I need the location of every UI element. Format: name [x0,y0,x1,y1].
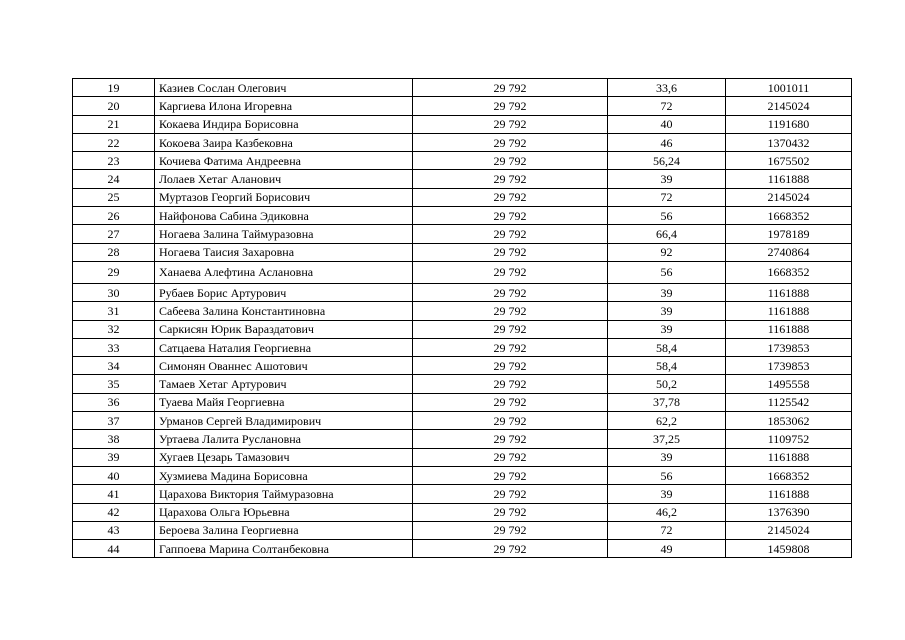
base-rate-cell: 29 792 [413,207,608,225]
base-rate-cell: 29 792 [413,521,608,539]
row-number-cell: 25 [73,188,155,206]
coefficient-cell: 49 [608,540,726,558]
full-name-cell: Найфонова Сабина Эдиковна [155,207,413,225]
table-row [73,375,852,393]
full-name-cell: Царахова Ольга Юрьевна [155,503,413,521]
full-name-cell: Бероева Залина Георгиевна [155,521,413,539]
table-row [73,393,852,411]
coefficient-cell: 66,4 [608,225,726,243]
amount-cell: 2145024 [726,97,852,115]
row-number-cell: 22 [73,133,155,151]
amount-cell: 1668352 [726,207,852,225]
row-number-cell: 37 [73,412,155,430]
row-number-cell: 27 [73,225,155,243]
table-row [73,133,852,151]
full-name-cell: Хузмиева Мадина Борисовна [155,466,413,484]
coefficient-cell: 72 [608,188,726,206]
amount-cell: 1161888 [726,170,852,188]
full-name-cell: Муртазов Георгий Борисович [155,188,413,206]
coefficient-cell: 72 [608,521,726,539]
base-rate-cell: 29 792 [413,430,608,448]
row-number-cell: 34 [73,357,155,375]
base-rate-cell: 29 792 [413,412,608,430]
amount-cell: 1161888 [726,283,852,301]
amount-cell: 1978189 [726,225,852,243]
table-row [73,152,852,170]
amount-cell: 1668352 [726,261,852,283]
table-row [73,115,852,133]
table-row [73,97,852,115]
base-rate-cell: 29 792 [413,320,608,338]
amount-cell: 1161888 [726,320,852,338]
coefficient-cell: 46,2 [608,503,726,521]
base-rate-cell: 29 792 [413,448,608,466]
base-rate-cell: 29 792 [413,503,608,521]
base-rate-cell: 29 792 [413,375,608,393]
row-number-cell: 29 [73,261,155,283]
table-row [73,485,852,503]
full-name-cell: Ногаева Таисия Захаровна [155,243,413,261]
full-name-cell: Царахова Виктория Таймуразовна [155,485,413,503]
amount-cell: 2145024 [726,521,852,539]
table-row [73,357,852,375]
full-name-cell: Казиев Сослан Олегович [155,79,413,97]
row-number-cell: 23 [73,152,155,170]
row-number-cell: 42 [73,503,155,521]
coefficient-cell: 72 [608,97,726,115]
full-name-cell: Урманов Сергей Владимирович [155,412,413,430]
amount-cell: 1001011 [726,79,852,97]
row-number-cell: 43 [73,521,155,539]
base-rate-cell: 29 792 [413,357,608,375]
amount-cell: 1125542 [726,393,852,411]
coefficient-cell: 58,4 [608,338,726,356]
base-rate-cell: 29 792 [413,393,608,411]
table-row [73,225,852,243]
row-number-cell: 40 [73,466,155,484]
coefficient-cell: 56 [608,207,726,225]
row-number-cell: 20 [73,97,155,115]
amount-cell: 1739853 [726,357,852,375]
base-rate-cell: 29 792 [413,338,608,356]
amount-cell: 1109752 [726,430,852,448]
table-row [73,466,852,484]
row-number-cell: 30 [73,283,155,301]
full-name-cell: Уртаева Лалита Руслановна [155,430,413,448]
base-rate-cell: 29 792 [413,540,608,558]
row-number-cell: 21 [73,115,155,133]
amount-cell: 1739853 [726,338,852,356]
table-row [73,188,852,206]
table-row [73,540,852,558]
row-number-cell: 26 [73,207,155,225]
amount-cell: 1459808 [726,540,852,558]
row-number-cell: 32 [73,320,155,338]
table-body [73,79,852,558]
base-rate-cell: 29 792 [413,225,608,243]
amount-cell: 1161888 [726,485,852,503]
amount-cell: 1161888 [726,448,852,466]
base-rate-cell: 29 792 [413,133,608,151]
table-row [73,320,852,338]
base-rate-cell: 29 792 [413,115,608,133]
coefficient-cell: 50,2 [608,375,726,393]
amount-cell: 1376390 [726,503,852,521]
coefficient-cell: 62,2 [608,412,726,430]
base-rate-cell: 29 792 [413,302,608,320]
amount-cell: 2145024 [726,188,852,206]
coefficient-cell: 56,24 [608,152,726,170]
row-number-cell: 41 [73,485,155,503]
full-name-cell: Гаппоева Марина Солтанбековна [155,540,413,558]
coefficient-cell: 37,25 [608,430,726,448]
full-name-cell: Лолаев Хетаг Аланович [155,170,413,188]
base-rate-cell: 29 792 [413,188,608,206]
coefficient-cell: 58,4 [608,357,726,375]
full-name-cell: Сатцаева Наталия Георгиевна [155,338,413,356]
staff-table [72,78,852,558]
row-number-cell: 24 [73,170,155,188]
amount-cell: 1161888 [726,302,852,320]
table-row [73,79,852,97]
coefficient-cell: 40 [608,115,726,133]
coefficient-cell: 39 [608,485,726,503]
base-rate-cell: 29 792 [413,79,608,97]
table-row [73,338,852,356]
table-row [73,243,852,261]
table-row [73,261,852,283]
full-name-cell: Ногаева Залина Таймуразовна [155,225,413,243]
base-rate-cell: 29 792 [413,261,608,283]
full-name-cell: Саркисян Юрик Вараздатович [155,320,413,338]
row-number-cell: 36 [73,393,155,411]
base-rate-cell: 29 792 [413,170,608,188]
base-rate-cell: 29 792 [413,466,608,484]
full-name-cell: Кокаева Индира Борисовна [155,115,413,133]
full-name-cell: Каргиева Илона Игоревна [155,97,413,115]
coefficient-cell: 39 [608,170,726,188]
row-number-cell: 38 [73,430,155,448]
full-name-cell: Хугаев Цезарь Тамазович [155,448,413,466]
full-name-cell: Кочиева Фатима Андреевна [155,152,413,170]
coefficient-cell: 56 [608,466,726,484]
row-number-cell: 19 [73,79,155,97]
coefficient-cell: 33,6 [608,79,726,97]
row-number-cell: 28 [73,243,155,261]
table-row [73,412,852,430]
base-rate-cell: 29 792 [413,243,608,261]
full-name-cell: Сабеева Залина Константиновна [155,302,413,320]
coefficient-cell: 39 [608,448,726,466]
full-name-cell: Туаева Майя Георгиевна [155,393,413,411]
base-rate-cell: 29 792 [413,283,608,301]
coefficient-cell: 37,78 [608,393,726,411]
base-rate-cell: 29 792 [413,485,608,503]
full-name-cell: Симонян Ованнес Ашотович [155,357,413,375]
full-name-cell: Ханаева Алефтина Аслановна [155,261,413,283]
table-row [73,448,852,466]
table-row [73,207,852,225]
full-name-cell: Тамаев Хетаг Артурович [155,375,413,393]
table-row [73,302,852,320]
coefficient-cell: 92 [608,243,726,261]
amount-cell: 1668352 [726,466,852,484]
amount-cell: 1495558 [726,375,852,393]
amount-cell: 2740864 [726,243,852,261]
table-row [73,430,852,448]
base-rate-cell: 29 792 [413,152,608,170]
table-row [73,170,852,188]
table-row [73,521,852,539]
coefficient-cell: 56 [608,261,726,283]
row-number-cell: 35 [73,375,155,393]
amount-cell: 1675502 [726,152,852,170]
row-number-cell: 39 [73,448,155,466]
row-number-cell: 33 [73,338,155,356]
coefficient-cell: 39 [608,302,726,320]
coefficient-cell: 39 [608,320,726,338]
amount-cell: 1370432 [726,133,852,151]
full-name-cell: Кокоева Заира Казбековна [155,133,413,151]
row-number-cell: 44 [73,540,155,558]
amount-cell: 1853062 [726,412,852,430]
full-name-cell: Рубаев Борис Артурович [155,283,413,301]
coefficient-cell: 39 [608,283,726,301]
row-number-cell: 31 [73,302,155,320]
amount-cell: 1191680 [726,115,852,133]
table-row [73,503,852,521]
coefficient-cell: 46 [608,133,726,151]
base-rate-cell: 29 792 [413,97,608,115]
table-row [73,283,852,301]
